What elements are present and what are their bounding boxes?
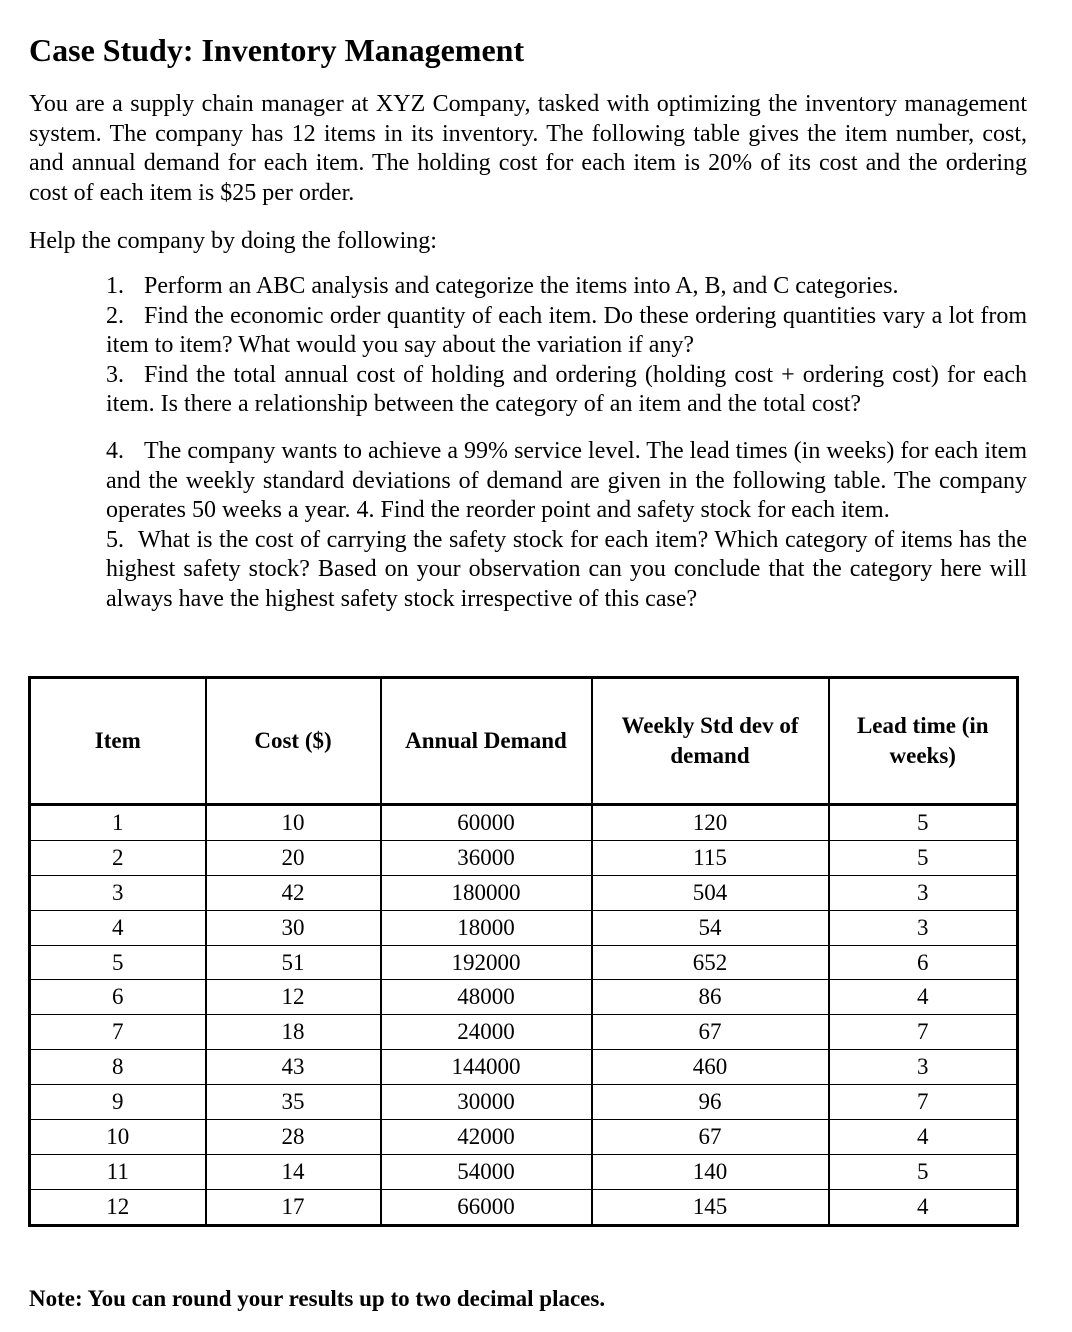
cell-cost: 42	[206, 875, 381, 910]
question-3-text: Find the total annual cost of holding and ordering (holding cost + ordering cost) for each item. Is there a relationship between the category of an item and the total cost?	[106, 361, 1027, 417]
cell-cost: 30	[206, 910, 381, 945]
cell-lead-time: 3	[829, 875, 1018, 910]
cell-lead-time: 5	[829, 840, 1018, 875]
page-title: Case Study: Inventory Management	[29, 32, 525, 68]
question-2	[106, 302, 1027, 361]
table-row	[30, 875, 1018, 910]
cell-annual-demand: 48000	[381, 980, 592, 1015]
table-row	[30, 980, 1018, 1015]
question-5-number: 5.	[106, 526, 124, 553]
table-row	[30, 945, 1018, 980]
table-row	[30, 910, 1018, 945]
cell-item: 7	[30, 1015, 206, 1050]
question-4	[106, 437, 1027, 526]
question-1	[106, 272, 1027, 302]
cell-lead-time: 4	[829, 1120, 1018, 1155]
cell-item: 12	[30, 1189, 206, 1225]
question-5-text: What is the cost of carrying the safety stock for each item? Which category of items has the highest safety stock? Based on your observation can you conclude that the category here will always have the highest safety stock irrespective of this case?	[106, 526, 1027, 612]
cell-annual-demand: 54000	[381, 1154, 592, 1189]
help-instruction: Help the company by doing the following:	[29, 228, 437, 254]
cell-item: 3	[30, 875, 206, 910]
header-cost: Cost ($)	[206, 678, 381, 805]
cell-item: 11	[30, 1154, 206, 1189]
table-row	[30, 1120, 1018, 1155]
cell-lead-time: 7	[829, 1015, 1018, 1050]
cell-weekly-std-dev: 54	[592, 910, 829, 945]
note-text: Note: You can round your results up to two decimal places.	[29, 1286, 606, 1311]
cell-weekly-std-dev: 115	[592, 840, 829, 875]
cell-lead-time: 5	[829, 805, 1018, 841]
cell-item: 10	[30, 1120, 206, 1155]
cell-annual-demand: 30000	[381, 1085, 592, 1120]
cell-item: 8	[30, 1050, 206, 1085]
cell-cost: 10	[206, 805, 381, 841]
cell-weekly-std-dev: 86	[592, 980, 829, 1015]
cell-annual-demand: 60000	[381, 805, 592, 841]
cell-annual-demand: 18000	[381, 910, 592, 945]
cell-cost: 35	[206, 1085, 381, 1120]
table-row	[30, 1015, 1018, 1050]
cell-annual-demand: 66000	[381, 1189, 592, 1225]
cell-weekly-std-dev: 140	[592, 1154, 829, 1189]
question-list-part2	[106, 437, 1027, 614]
table-row	[30, 1154, 1018, 1189]
cell-item: 6	[30, 980, 206, 1015]
question-4-number: 4.	[106, 438, 124, 464]
cell-weekly-std-dev: 96	[592, 1085, 829, 1120]
cell-cost: 28	[206, 1120, 381, 1155]
cell-weekly-std-dev: 120	[592, 805, 829, 841]
question-1-text: Perform an ABC analysis and categorize the items into A, B, and C categories.	[144, 273, 899, 299]
table-row	[30, 1189, 1018, 1225]
cell-lead-time: 6	[829, 945, 1018, 980]
cell-item: 2	[30, 840, 206, 875]
question-3-number: 3.	[106, 361, 124, 388]
cell-weekly-std-dev: 652	[592, 945, 829, 980]
cell-item: 1	[30, 805, 206, 841]
cell-cost: 43	[206, 1050, 381, 1085]
cell-item: 9	[30, 1085, 206, 1120]
cell-annual-demand: 42000	[381, 1120, 592, 1155]
cell-item: 5	[30, 945, 206, 980]
table-header-row	[30, 678, 1018, 805]
cell-cost: 20	[206, 840, 381, 875]
cell-cost: 18	[206, 1015, 381, 1050]
question-4-text: The company wants to achieve a 99% service level. The lead times (in weeks) for each item and the weekly standard deviations of demand are given in the following table. The company operates 50 weeks a year. 4. Find the reorder point and safety stock for each item.	[106, 438, 1027, 523]
cell-lead-time: 3	[829, 910, 1018, 945]
cell-annual-demand: 144000	[381, 1050, 592, 1085]
question-2-number: 2.	[106, 302, 124, 329]
cell-cost: 14	[206, 1154, 381, 1189]
header-lead-time: Lead time (in weeks)	[829, 678, 1018, 805]
intro-paragraph: You are a supply chain manager at XYZ Company, tasked with optimizing the inventory management system. The company has 12 items in its inventory. The following table gives the item number, cost, and annual demand for each item. The holding cost for each item is 20% of its cost and the ordering cost of each item is $25 per order.	[29, 91, 1027, 206]
question-list-part1	[106, 272, 1027, 420]
cell-annual-demand: 192000	[381, 945, 592, 980]
question-5	[106, 527, 1027, 612]
cell-weekly-std-dev: 67	[592, 1120, 829, 1155]
question-2-text: Find the economic order quantity of each item. Do these ordering quantities vary a lot from item to item? What would you say about the variation if any?	[106, 302, 1027, 358]
question-3	[106, 361, 1027, 420]
cell-weekly-std-dev: 460	[592, 1050, 829, 1085]
inventory-table	[28, 676, 1019, 1227]
cell-weekly-std-dev: 504	[592, 875, 829, 910]
cell-lead-time: 4	[829, 980, 1018, 1015]
table-row	[30, 840, 1018, 875]
cell-annual-demand: 180000	[381, 875, 592, 910]
cell-cost: 17	[206, 1189, 381, 1225]
header-item: Item	[30, 678, 206, 805]
cell-cost: 51	[206, 945, 381, 980]
question-1-number: 1.	[106, 273, 124, 299]
table-row	[30, 1050, 1018, 1085]
cell-annual-demand: 24000	[381, 1015, 592, 1050]
cell-weekly-std-dev: 145	[592, 1189, 829, 1225]
cell-lead-time: 4	[829, 1189, 1018, 1225]
cell-lead-time: 5	[829, 1154, 1018, 1189]
cell-annual-demand: 36000	[381, 840, 592, 875]
cell-item: 4	[30, 910, 206, 945]
cell-cost: 12	[206, 980, 381, 1015]
header-annual-demand: Annual Demand	[381, 678, 592, 805]
cell-lead-time: 3	[829, 1050, 1018, 1085]
header-weekly-std-dev: Weekly Std dev of demand	[592, 678, 829, 805]
cell-lead-time: 7	[829, 1085, 1018, 1120]
table-row	[30, 805, 1018, 841]
cell-weekly-std-dev: 67	[592, 1015, 829, 1050]
table-row	[30, 1085, 1018, 1120]
